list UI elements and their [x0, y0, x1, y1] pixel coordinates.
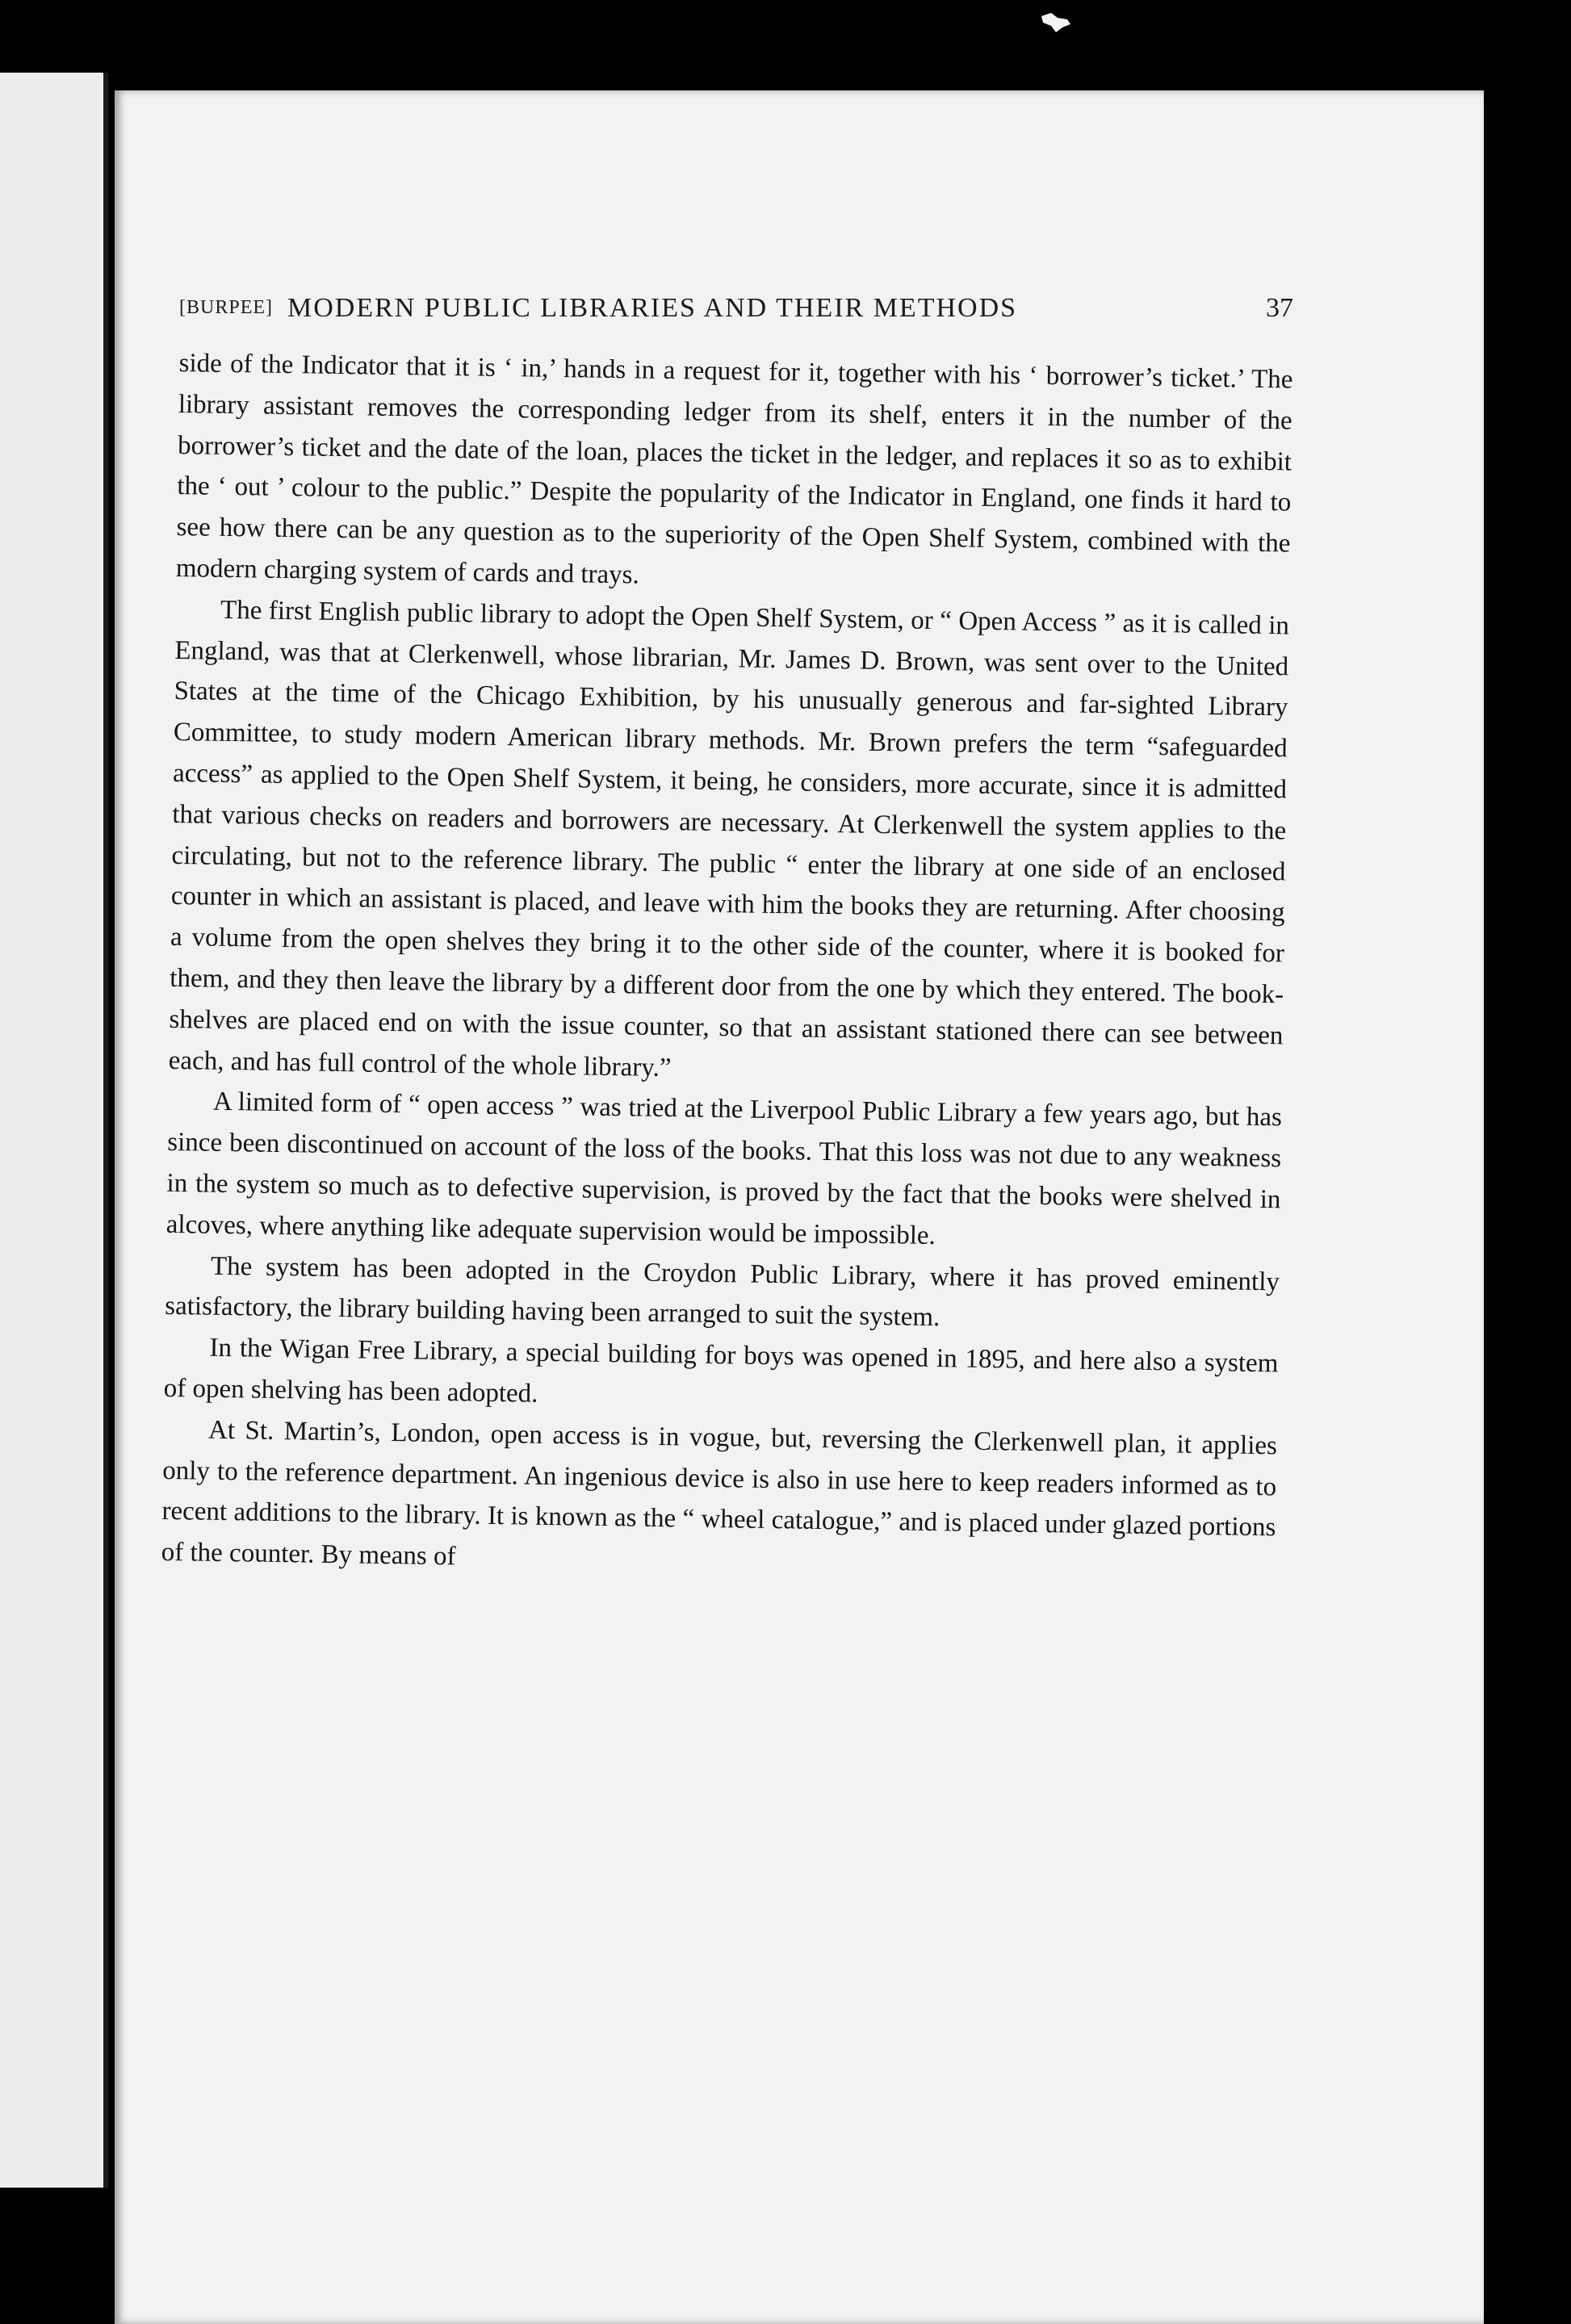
page-number: 37	[1266, 293, 1293, 323]
paragraph-2: The first English public library to adopt the Open Shelf System, or “ Open Access ” as it is called in England, was that at Clerkenwell, whose librarian, Mr. James D. Brown, was sent over to the United States at the time of the Chicago Exhibition, by his unusually generous and far-sighted Library Committee, to study modern American library methods. Mr. Brown prefers the term “safeguarded access” as applied to the Open Shelf System, it being, he considers, more accurate, since it is admitted that various checks on readers and borrowers are necessary. At Clerkenwell the system applies to the circulating, but not to the reference library. The public “ enter the library at one side of an enclosed counter in which an assistant is placed, and leave with him the books they are returning. After choosing a volume from the open shelves they bring it to the other side of the counter, where it is booked for them, and they then leave the library by a different door from the one by which they entered. The book-shelves are placed end on with the issue counter, so that an assistant stationed there can see between each, and has full control of the whole library.”	[168, 595, 1290, 1082]
paragraph-3: A limited form of “ open access ” was tried at the Liverpool Public Library a few years ago, but has since been discontinued on account of the loss of the books. That this loss was not due to any weakness in the system so much as to defective supervision, is proved by the fact that the books were shelved in alcoves, where anything like adequate supervision would be impossible.	[165, 1087, 1283, 1250]
running-header	[179, 293, 1293, 341]
paragraph-4: The system has been adopted in the Croydon Public Library, where it has proved eminently satisfactory, the library building having been arranged to suit the system.	[165, 1251, 1280, 1333]
paragraph-1: side of the Indicator that it is ‘ in,’ hands in a request for it, together with his ‘ borrower’s ticket.’ The library assistant removes the corresponding ledger from its shelf, enters it in the number of the borrower’s ticket and the date of the loan, places the ticket in the ledger, and replaces it so as to exhibit the ‘ out ’ colour to the public.” Despite the popularity of the Indicator in England, one finds it hard to see how there can be any question as to the superiority of the Open Shelf System, combined with the modern charging system of cards and trays.	[175, 348, 1293, 590]
header-author: [BURPEE]	[179, 297, 273, 318]
paragraph-5: In the Wigan Free Library, a special building for boys was opened in 1895, and here also a system of open shelving has been adopted.	[163, 1333, 1279, 1409]
paragraph-6: At St. Martin’s, London, open access is in vogue, but, reversing the Clerkenwell plan, it applies only to the reference department. An ingenious device is also in use here to keep readers informed as to recent additions to the library. It is known as the “ wheel catalogue,” and is placed under glazed portions of the counter. By means of	[161, 1415, 1278, 1572]
previous-page-edge	[0, 73, 103, 2188]
body-text	[161, 343, 1292, 1589]
header-title: MODERN PUBLIC LIBRARIES AND THEIR METHODS	[287, 293, 1018, 323]
scan-artifact-mark	[1040, 11, 1072, 34]
